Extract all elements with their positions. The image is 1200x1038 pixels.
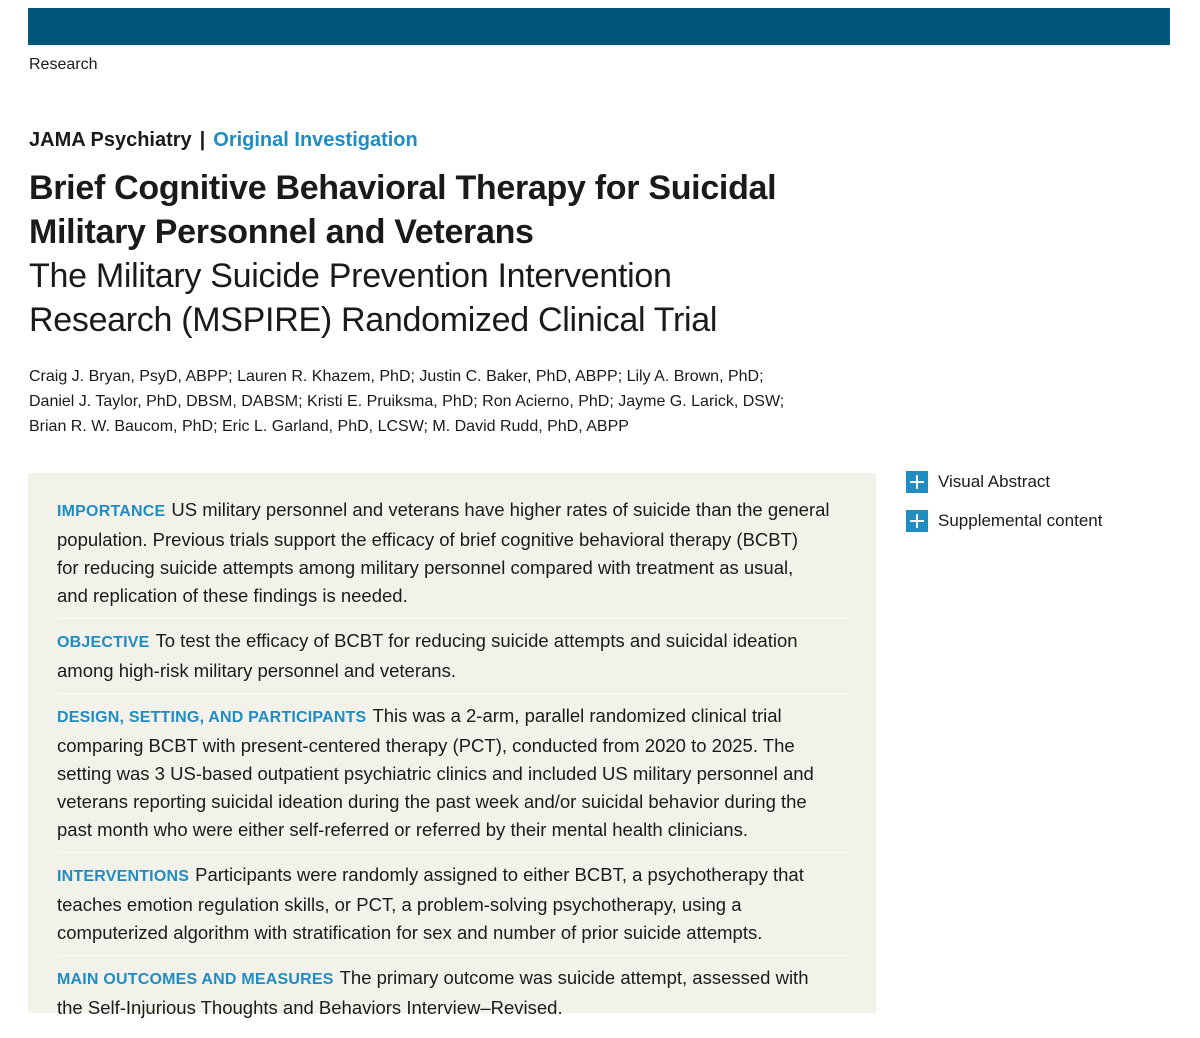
abstract-line: [57, 627, 849, 657]
abstract-line: among high-risk military personnel and veterans.: [57, 660, 456, 681]
abstract-line: population. Previous trials support the efficacy of brief cognitive behavioral therapy (BCBT): [57, 529, 799, 550]
abstract-design: [57, 702, 849, 853]
article-subtitle: [29, 254, 809, 342]
journal-separator: |: [199, 129, 206, 151]
abstract-line: the Self-Injurious Thoughts and Behaviors Interview–Revised.: [57, 997, 563, 1018]
abstract-line: teaches emotion regulation skills, or PCT, a problem-solving psychotherapy, using a: [57, 894, 742, 915]
section-label: Research: [29, 56, 98, 73]
header-bar: [28, 8, 1170, 45]
article-title-line: Brief Cognitive Behavioral Therapy for Suicidal: [29, 169, 777, 207]
visual-abstract-link[interactable]: [906, 470, 1102, 494]
abstract-text: Participants were randomly assigned to either BCBT, a psychotherapy that: [195, 864, 804, 885]
abstract-line: [57, 861, 849, 891]
abstract-line: and replication of these findings is needed.: [57, 585, 408, 606]
article-type-link[interactable]: Original Investigation: [213, 129, 418, 151]
abstract-objective: [57, 627, 849, 694]
journal-line: [29, 129, 418, 152]
author-line: Brian R. W. Baucom, PhD; Eric L. Garland, PhD, LCSW; M. David Rudd, PhD, ABPP: [29, 418, 629, 435]
abstract-line: setting was 3 US-based outpatient psychiatric clinics and included US military personnel and: [57, 763, 814, 784]
abstract-interventions: [57, 861, 849, 956]
side-links: [906, 470, 1102, 548]
abstract-heading: INTERVENTIONS: [57, 868, 190, 885]
author-line: Daniel J. Taylor, PhD, DBSM, DABSM; Kristi E. Pruiksma, PhD; Ron Acierno, PhD; Jayme G. Larick, DSW;: [29, 393, 785, 410]
abstract-line: computerized algorithm with stratification for sex and number of prior suicide attempts.: [57, 922, 763, 943]
abstract-heading: OBJECTIVE: [57, 634, 150, 651]
abstract-panel: [28, 473, 876, 1018]
article-title: [29, 166, 809, 254]
plus-icon[interactable]: [906, 471, 928, 493]
abstract-line: past month who were either self-referred or referred by their mental health clinicians.: [57, 819, 748, 840]
article-subtitle-line: The Military Suicide Prevention Intervention: [29, 257, 672, 295]
author-list: [29, 364, 849, 439]
abstract-line: comparing BCBT with present-centered therapy (PCT), conducted from 2020 to 2025. The: [57, 735, 795, 756]
visual-abstract-label[interactable]: Visual Abstract: [938, 472, 1051, 491]
abstract-line: [57, 964, 849, 994]
abstract-outcomes: [57, 964, 849, 1030]
article-subtitle-line: Research (MSPIRE) Randomized Clinical Trial: [29, 301, 718, 339]
abstract-heading: IMPORTANCE: [57, 503, 166, 520]
supplemental-content-link[interactable]: [906, 509, 1102, 533]
abstract-importance: [57, 496, 849, 619]
abstract-content: [57, 496, 849, 1038]
abstract-heading: DESIGN, SETTING, AND PARTICIPANTS: [57, 709, 367, 726]
abstract-text: To test the efficacy of BCBT for reducing suicide attempts and suicidal ideation: [155, 630, 798, 651]
author-line: Craig J. Bryan, PsyD, ABPP; Lauren R. Khazem, PhD; Justin C. Baker, PhD, ABPP; Lily A. Brown, PhD;: [29, 368, 764, 385]
abstract-line: [57, 496, 849, 526]
journal-name[interactable]: JAMA Psychiatry: [29, 129, 192, 151]
abstract-heading: MAIN OUTCOMES AND MEASURES: [57, 971, 334, 988]
abstract-text: This was a 2-arm, parallel randomized clinical trial: [372, 705, 782, 726]
plus-icon[interactable]: [906, 510, 928, 532]
abstract-line: veterans reporting suicidal ideation during the past week and/or suicidal behavior during the: [57, 791, 807, 812]
article-title-line: Military Personnel and Veterans: [29, 213, 534, 251]
supplemental-content-label[interactable]: Supplemental content: [938, 511, 1103, 530]
abstract-text: The primary outcome was suicide attempt, assessed with: [339, 967, 809, 988]
abstract-text: US military personnel and veterans have higher rates of suicide than the general: [171, 499, 830, 520]
abstract-line: for reducing suicide attempts among military personnel compared with treatment as usual,: [57, 557, 794, 578]
abstract-line: [57, 702, 849, 732]
